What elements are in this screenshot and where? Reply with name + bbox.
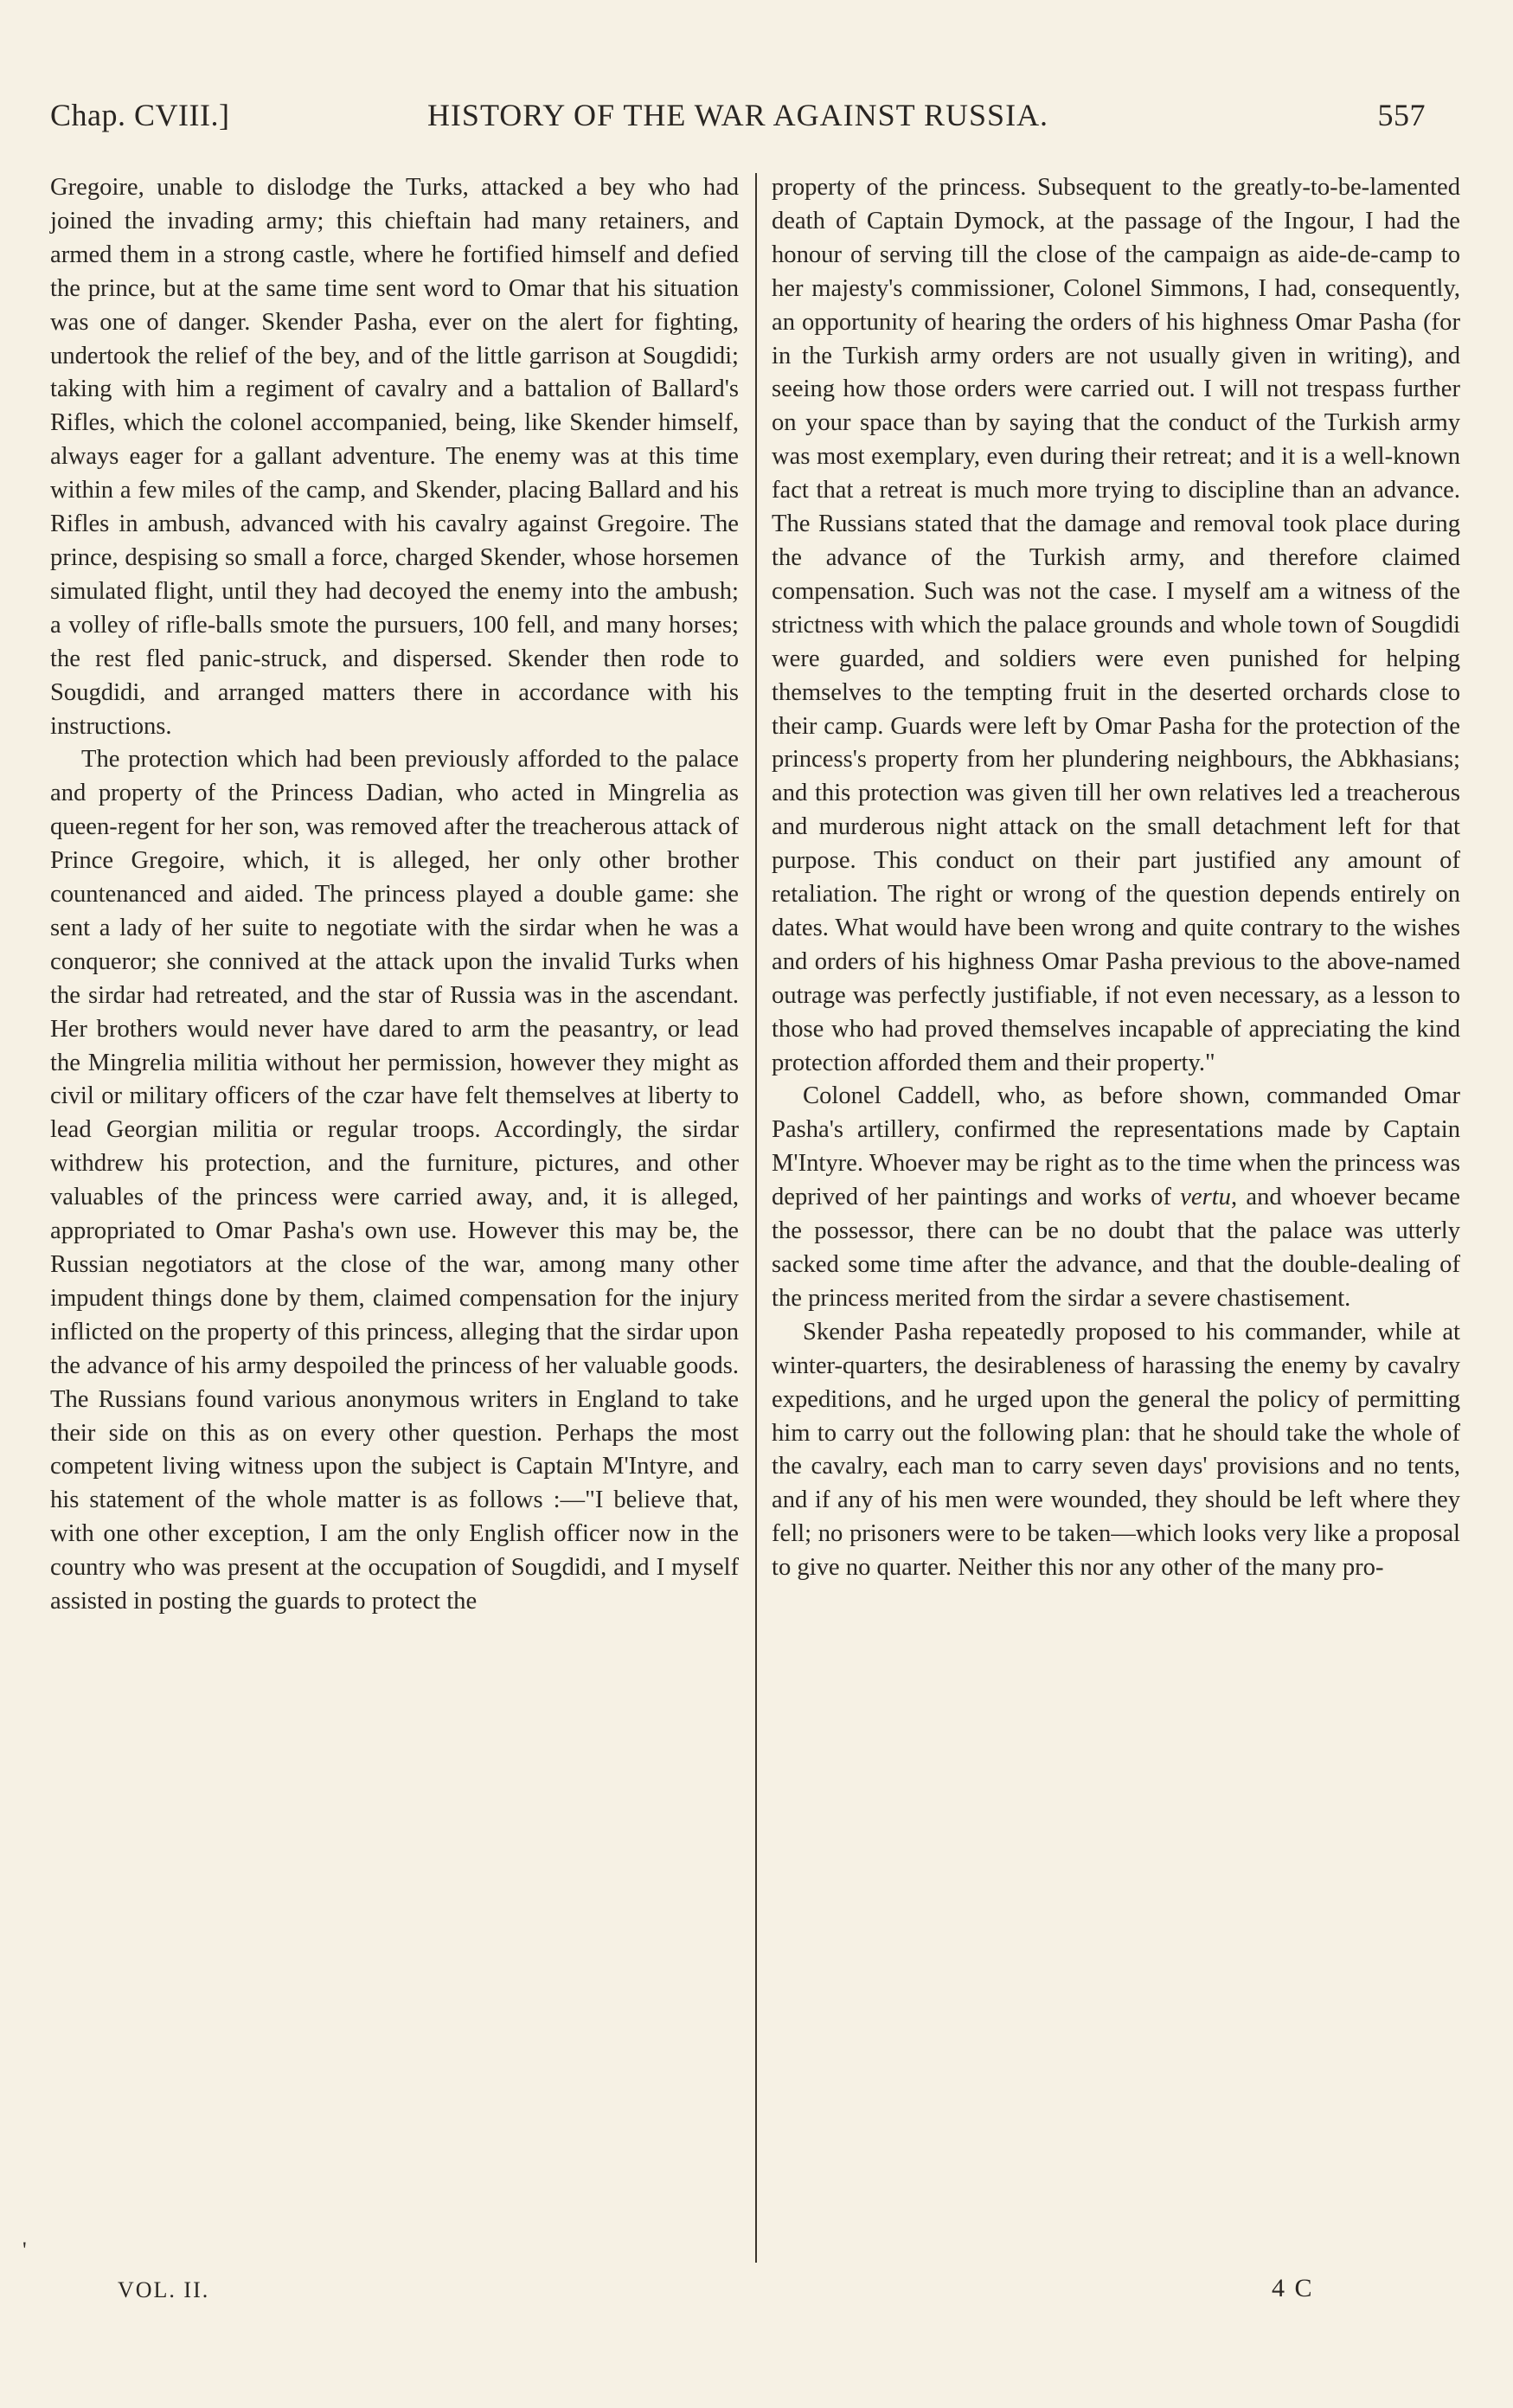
margin-mark: ' [22, 2238, 27, 2263]
page-title: HISTORY OF THE WAR AGAINST RUSSIA. [426, 98, 1049, 132]
left-paragraph-2: The protection which had been previously afforded to the palace and property of the Princess Dadian, who acted in Mingrelia as queen-regent for her son, was removed after the treacherous attack of Prince Gregoire, which, it is alleged, her only other brother countenanced and aided. The princess played a double game: she sent a lady of her suite to negotiate with the sirdar when he was a conqueror; she connived at the attack upon the invalid Turks when the sirdar had retreated, and the star of Russia was in the ascendant. Her brothers would never have dared to arm the peasantry, or lead the Mingrelia militia without her permission, however they might as civil or military officers of the czar have felt themselves at liberty to lead Georgian militia or regular troops. Accordingly, the sirdar withdrew his protection, and the furniture, pictures, and other valuables of the princess were carried away, and, it is alleged, appropriated to Omar Pasha's own use. However this may be, the Russian negotiators at the close of the war, among many other impudent things done by them, claimed compensation for the injury inflicted on the property of this princess, alleging that the sirdar upon the advance of his army despoiled the princess of her valuable goods. The Russians found various anonymous writers in England to take their side on this as on every other question. Perhaps the most competent living witness upon the subject is Captain M'Intyre, and his statement of the whole matter is as follows :—"I believe that, with one other exception, I am the only English officer now in the country who was present at the occupation of Sougdidi, and I myself assisted in posting the guards to protect the [50, 746, 739, 1615]
right-paragraph-2-text-a: Colonel Caddell, who, as before shown, commanded Omar Pasha's artillery, confirmed the representations made by Captain M'Intyre. Whoever may be right as to the time when the princess was deprived of her paintings and works of [772, 1082, 1460, 1211]
right-paragraph-1: property of the princess. Subsequent to the greatly-to-be-lamented death of Captain Dymock, at the passage of the Ingour, I had the honour of serving till the close of the campaign as aide-de-camp to her majesty's commissioner, Colonel Simmons, I had, consequently, an opportunity of hearing the orders of his highness Omar Pasha (for in the Turkish army orders are not usually given in writing), and seeing how those orders were carried out. I will not trespass further on your space than by saying that the conduct of the Turkish army was most exemplary, even during their retreat; and it is a well-known fact that a retreat is much more trying to discipline than an advance. The Russians stated that the damage and removal took place during the advance of the Turkish army, and therefore claimed compensation. Such was not the case. I myself am a witness of the strictness with which the palace grounds and whole town of Sougdidi were guarded, and soldiers were even punished for helping themselves to the tempting fruit in the deserted orchards close to their camp. Guards were left by Omar Pasha for the protection of the princess's property from her plundering neighbours, the Abkhasians; and this protection was given till her own relatives led a treacherous and murderous night attack on the small detachment left for that purpose. This conduct on their part justified any amount of retaliation. The right or wrong of the question depends entirely on dates. What would have been wrong and quite contrary to the wishes and orders of his highness Omar Pasha previous to the above-named outrage was perfectly justifiable, if not even necessary, as a lesson to those who had proved themselves incapable of appreciating the kind protection afforded them and their property." [772, 174, 1460, 1076]
left-column [50, 171, 739, 1619]
page-number: 557 [1377, 98, 1426, 132]
signature-mark: 4 C [1272, 2274, 1314, 2302]
column-divider [755, 173, 757, 2263]
right-paragraph-2 [772, 1080, 1460, 1315]
right-paragraph-2-italic: vertu [1180, 1184, 1231, 1211]
left-paragraph-1: Gregoire, unable to dislodge the Turks, attacked a bey who had joined the invading army; this chieftain had many retainers, and armed them in a strong castle, where he fortified himself and defied the prince, but at the same time sent word to Omar that his situation was one of danger. Skender Pasha, ever on the alert for fighting, undertook the relief of the bey, and of the little garrison at Sougdidi; taking with him a regiment of cavalry and a battalion of Ballard's Rifles, which the colonel accompanied, being, like Skender himself, always eager for a gallant adventure. The enemy was at this time within a few miles of the camp, and Skender, placing Ballard and his Rifles in ambush, advanced with his cavalry against Gregoire. The prince, despising so small a force, charged Skender, whose horsemen simulated flight, until they had decoyed the enemy into the ambush; a volley of rifle-balls smote the pursuers, 100 fell, and many horses; the rest fled panic-struck, and dispersed. Skender then rode to Sougdidi, and arranged matters there in accordance with his instructions. [50, 174, 739, 740]
volume-label: VOL. II. [118, 2277, 210, 2302]
right-paragraph-2-text-b: , and whoever became the possessor, there can be no doubt that the palace was utterly sacked some time after the advance, and that the double-dealing of the princess merited from the sirdar a severe chastisement. [772, 1184, 1460, 1312]
chapter-label: Chap. CVIII.] [50, 98, 230, 132]
right-column [772, 171, 1460, 1585]
running-header [50, 97, 1426, 147]
right-paragraph-3: Skender Pasha repeatedly proposed to his commander, while at winter-quarters, the desirableness of harassing the enemy by cavalry expeditions, and he urged upon the general the policy of permitting him to carry out the following plan: that he should take the whole of the cavalry, each man to carry seven days' provisions and no tents, and if any of his men were wounded, they should be left where they fell; no prisoners were to be taken—which looks very like a proposal to give no quarter. Neither this nor any other of the many pro- [772, 1318, 1460, 1582]
